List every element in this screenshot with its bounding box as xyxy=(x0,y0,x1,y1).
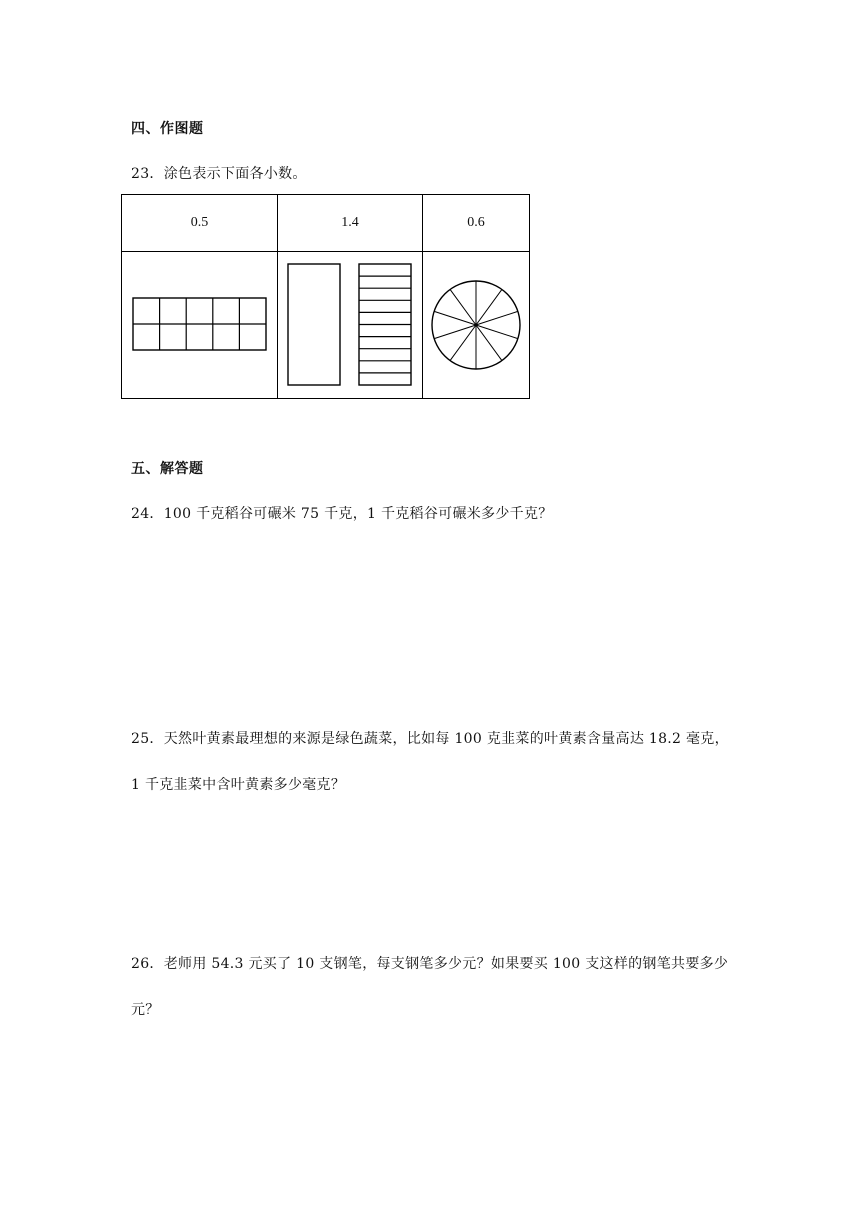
question-26-text: 元？ xyxy=(131,1002,160,1018)
decimal-label: 0.5 xyxy=(122,195,278,252)
decimal-label: 1.4 xyxy=(278,195,423,252)
question-23-text: 23．涂色表示下面各小数。 xyxy=(131,166,307,182)
circle-figure[interactable] xyxy=(429,278,523,372)
drawing-table xyxy=(121,194,530,399)
rectangles-figure[interactable] xyxy=(285,262,415,388)
ten-cell-grid-figure[interactable] xyxy=(132,297,268,353)
question-25-text: 1 千克韭菜中含叶黄素多少毫克？ xyxy=(131,777,346,793)
section-heading: 四、作图题 xyxy=(131,121,204,137)
section-heading: 五、解答题 xyxy=(131,461,204,477)
decimal-label: 0.6 xyxy=(423,195,530,252)
rectangle-figure-cell xyxy=(278,252,423,399)
question-25-text: 25．天然叶黄素最理想的来源是绿色蔬菜，比如每 100 克韭菜的叶黄素含量高达 18.2 毫克， xyxy=(131,731,729,747)
circle-figure-cell xyxy=(423,252,530,399)
question-24-text: 24．100 千克稻谷可碾米 75 千克，1 千克稻谷可碾米多少千克？ xyxy=(131,506,553,522)
question-26-text: 26．老师用 54.3 元买了 10 支钢笔，每支钢笔多少元？如果要买 100 支这样的钢笔共要多少 xyxy=(131,956,729,972)
grid-figure-cell xyxy=(122,252,278,399)
